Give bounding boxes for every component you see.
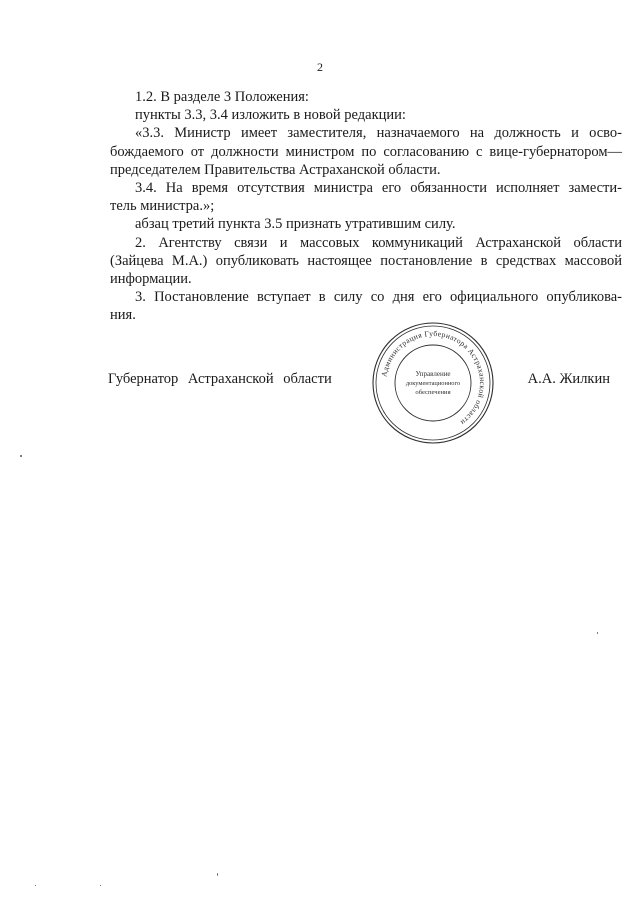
stamp-inner-line-2: документационного [405,380,461,387]
scan-speck [100,885,101,886]
stamp-inner-line-3: обеспечения [415,389,451,396]
paragraph: пункты 3.3, 3.4 изложить в новой редакции: [135,107,406,124]
document-body [110,88,622,325]
paragraph: бождаемого от должности министром по согласованию с вице-губернатором— [110,143,622,160]
paragraph: 1.2. В разделе 3 Положения: [135,89,309,105]
paragraph: 2. Агентству связи и массовых коммуникаций Астраханской области [135,234,622,251]
page-number: 2 [317,60,323,74]
paragraph: тель министра.»; [110,198,215,215]
scan-speck [597,632,598,634]
paragraph: «3.3. Министр имеет заместителя, назначаемого на должность и осво- [135,125,622,142]
stamp-inner-line-1: Управление [415,370,451,378]
paragraph: 3.4. На время отсутствия министра его обязанности исполняет замести- [135,180,622,197]
paragraph: информации. [110,271,192,288]
scan-speck [217,873,218,876]
signatory-name: А.А. Жилкин [527,371,610,387]
official-stamp [370,320,496,446]
paragraph: (Зайцева М.А.) опубликовать настоящее постановление в средствах массовой [110,252,622,269]
stamp-outer-textpath: Администрация Губернатора Астраханской области [379,328,488,428]
scan-speck [20,455,22,457]
paragraph: председателем Правительства Астраханской области. [110,161,441,178]
signatory-position: Губернатор Астраханской области [108,371,332,387]
paragraph: абзац третий пункта 3.5 признать утратившим силу. [135,216,456,233]
scan-speck [35,885,36,886]
paragraph: ния. [110,307,136,324]
paragraph: 3. Постановление вступает в силу со дня его официального опубликова- [135,289,622,306]
